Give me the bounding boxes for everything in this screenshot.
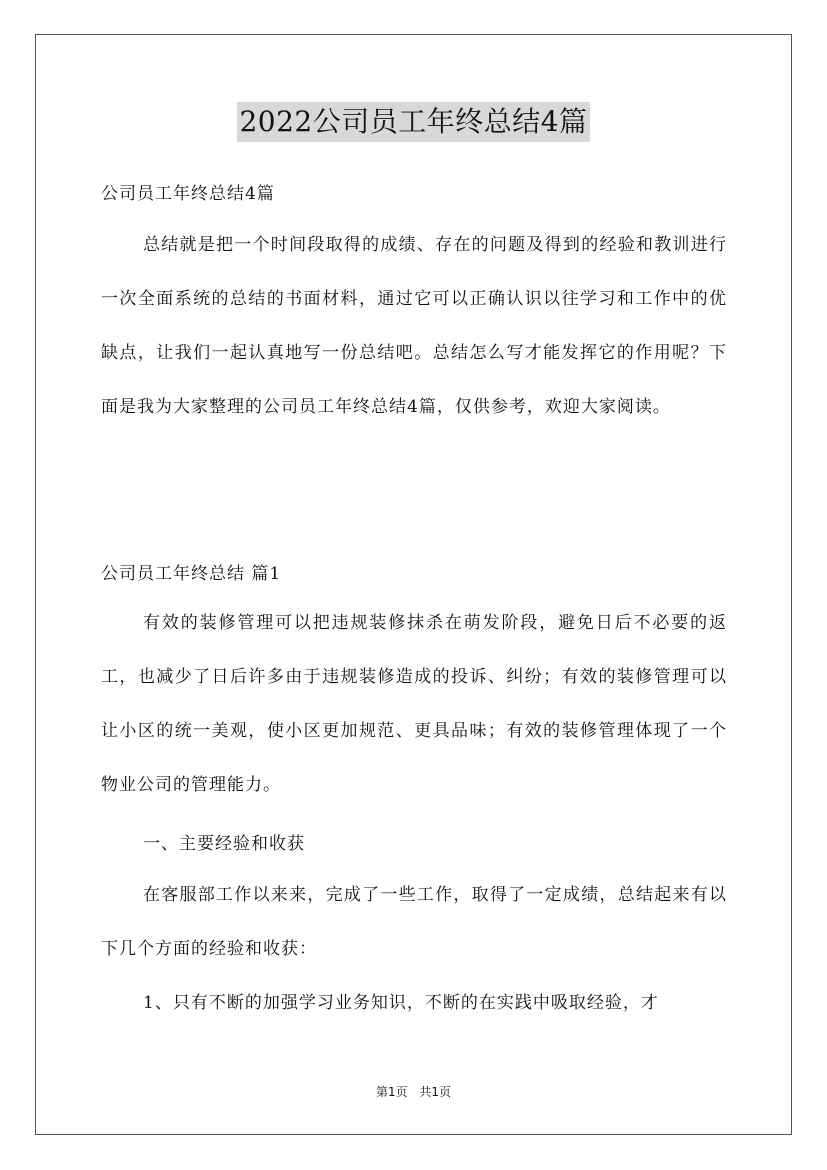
body-paragraph-1: 有效的装修管理可以把违规装修抹杀在萌发阶段，避免日后不必要的返工，也减少了日后许多由于违规装修造成的投诉、纠纷；有效的装修管理可以让小区的统一美观，使小区更加规范、更具品味；有效的装修管理体现了一个物业公司的管理能力。 bbox=[101, 613, 727, 795]
sub-heading: 一、主要经验和收获 bbox=[143, 834, 305, 854]
document-title: 2022公司员工年终总结4篇 bbox=[237, 102, 589, 142]
title-container bbox=[0, 102, 827, 142]
body-paragraph-3: 1、只有不断的加强学习业务知识，不断的在实践中吸取经验，才 bbox=[143, 993, 659, 1013]
page-footer bbox=[0, 1084, 827, 1100]
page-number-current: 第1页 bbox=[375, 1085, 408, 1099]
intro-paragraph: 总结就是把一个时间段取得的成绩、存在的问题及得到的经验和教训进行一次全面系统的总结的书面材料，通过它可以正确认识以往学习和工作中的优缺点，让我们一起认真地写一份总结吧。总结怎么写才能发挥它的作用呢？下面是我为大家整理的公司员工年终总结4篇，仅供参考，欢迎大家阅读。 bbox=[101, 235, 727, 417]
body-paragraph-2: 在客服部工作以来来，完成了一些工作，取得了一定成绩，总结起来有以下几个方面的经验和收获： bbox=[101, 885, 727, 959]
section-heading: 公司员工年终总结 篇1 bbox=[101, 564, 282, 584]
document-subtitle: 公司员工年终总结4篇 bbox=[101, 184, 275, 204]
page-number-total: 共1页 bbox=[419, 1085, 452, 1099]
